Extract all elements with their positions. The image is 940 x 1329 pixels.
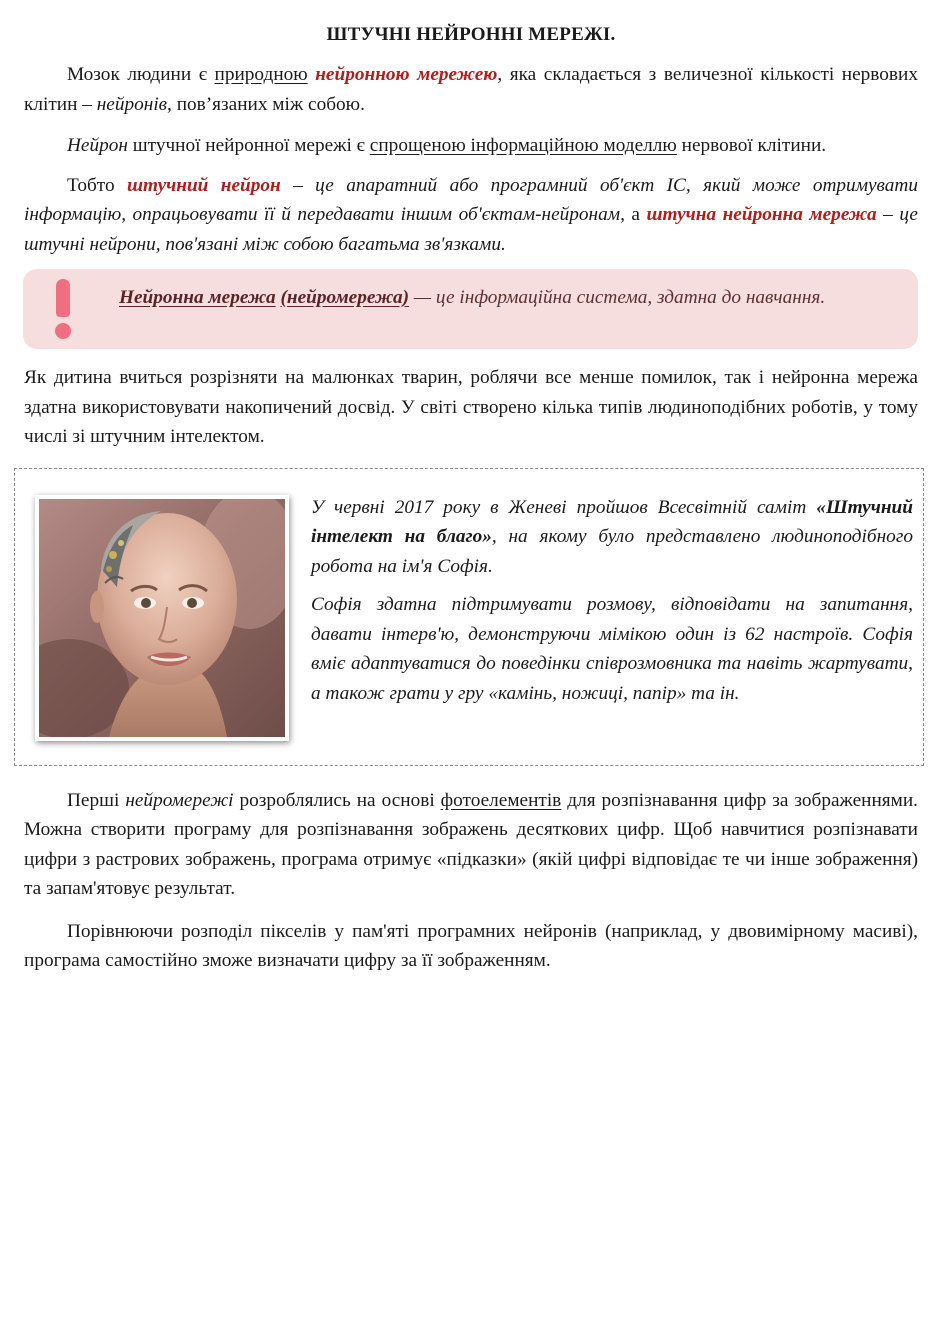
page-title: ШТУЧНІ НЕЙРОННІ МЕРЕЖІ. xyxy=(326,24,616,45)
exclamation-icon xyxy=(49,279,77,341)
text-run: розроблялись на основі xyxy=(233,789,441,811)
underlined-term: спрощеною інформаційною моделлю xyxy=(369,135,677,156)
text-run: а xyxy=(631,204,647,225)
definition-term: Нейронна мережа xyxy=(119,287,276,308)
italic-text: – це апаратний або програмний об'єкт ІС, який може отримувати інформацію, опрацьовувати її й передавати іншим об'єктам-нейронам, xyxy=(24,174,918,225)
text-run: , яка складається з величезної кількості нервових клітин – xyxy=(24,64,918,115)
sophia-description xyxy=(311,493,913,709)
sophia-info-box xyxy=(14,468,924,766)
text-run: — це інформаційна система, здатна до навчання. xyxy=(409,287,826,308)
text-run: Тобто xyxy=(67,174,127,196)
text-run: , пов’язаних між собою. xyxy=(167,93,365,115)
highlighted-term: нейронною мережею xyxy=(315,64,498,85)
sophia-robot-photo xyxy=(35,495,289,741)
italic-text: – це штучні нейрони, пов'язані між собою багатьма зв'язками. xyxy=(24,204,918,255)
sophia-abilities-text: Софія здатна підтримувати розмову, відповідати на запитання, давати інтерв'ю, демонструючи мімікою один із 62 настроїв. Софія вміє адаптуватися до поведінки співрозмовника та навіть жартувати, а також грати у гру «камінь, ножиці, папір» та ін. xyxy=(311,594,913,704)
text-run: , на якому було представлено людиноподібного робота на ім'я Софія. xyxy=(311,526,913,577)
italic-term: нейронів xyxy=(96,93,168,115)
definition-callout xyxy=(23,269,918,349)
text-run: нервової клітини. xyxy=(676,135,827,156)
underlined-term: природною xyxy=(214,64,308,85)
highlighted-term: штучний нейрон xyxy=(126,174,281,196)
robot-portrait-image xyxy=(39,499,285,737)
text-run: Мозок людини є xyxy=(67,64,215,85)
underlined-term: фотоелементів xyxy=(440,789,562,811)
paragraph-first-networks xyxy=(24,786,918,904)
italic-term: Нейрон xyxy=(67,135,128,156)
text-run: Перші xyxy=(67,789,126,811)
summit-name: «Штучний інтелект на благо» xyxy=(311,496,913,547)
paragraph-neuron xyxy=(24,131,918,161)
paragraph-learning: Як дитина вчиться розрізняти на малюнках тварин, роблячи все менше помилок, так і нейронна мережа здатна використовувати накопичений досвід. У світі створено кілька типів людиноподібних роботів, у тому числі зі штучним інтелектом. xyxy=(24,367,918,447)
italic-term: нейромережі xyxy=(125,789,234,811)
text-run: У червні 2017 року в Женеві пройшов Всесвітній саміт xyxy=(311,496,817,518)
highlighted-term: штучна нейронна мережа xyxy=(646,204,877,225)
definition-term-alias: (нейромережа) xyxy=(280,287,410,308)
paragraph-brain xyxy=(24,60,918,119)
sophia-summit-text xyxy=(311,493,913,582)
definition-text xyxy=(119,283,898,312)
paragraph-artificial-neuron xyxy=(24,171,918,260)
text-run: для розпізнавання цифр за зображеннями. Можна створити програму для розпізнавання зображень десяткових цифр. Щоб навчитися розпізнавати цифри з растрових зображень, програма отримує «підказки» (якій цифрі відповідає те чи інше зображення) та запам'ятовує результат. xyxy=(24,789,918,899)
text-run: штучної нейронної мережі є xyxy=(127,135,370,156)
paragraph-pixels: Порівнюючи розподіл пікселів у пам'яті програмних нейронів (наприклад, у двовимірному масиві), програма самостійно зможе визначати цифру за її зображенням. xyxy=(24,920,918,971)
